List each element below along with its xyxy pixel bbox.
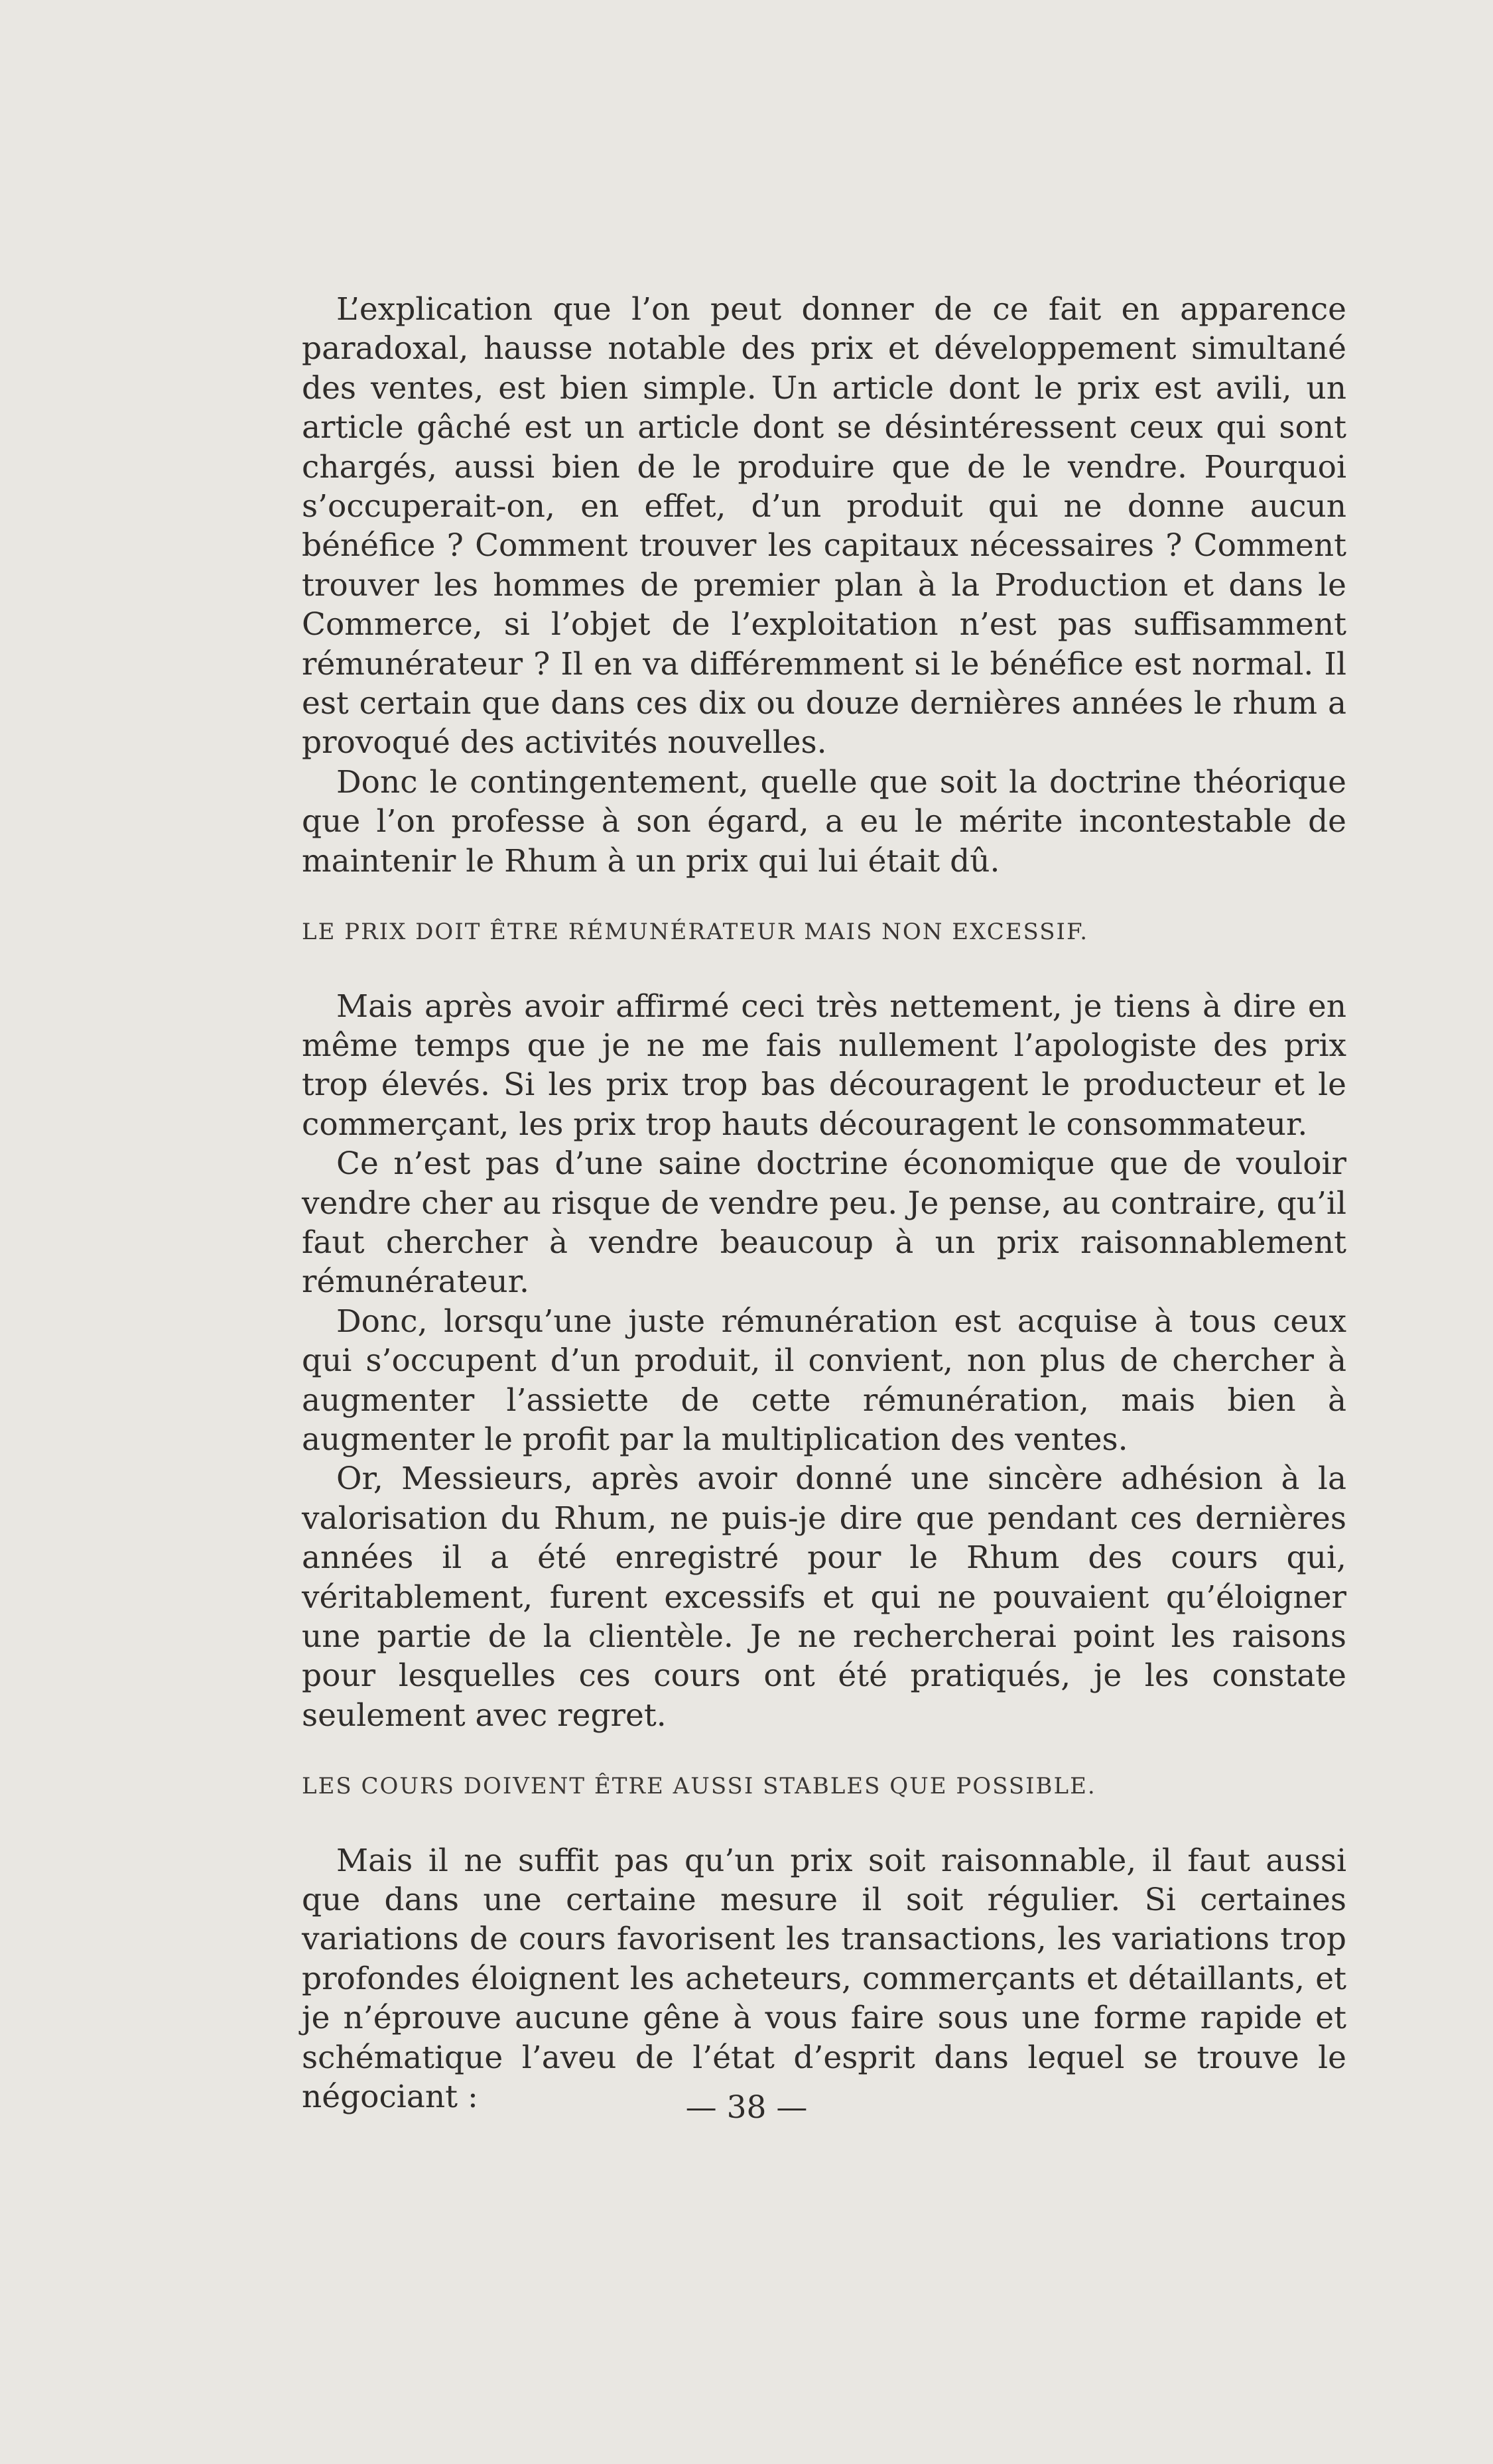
paragraph: Donc le contingentement, quelle que soit la doctrine théorique que l’on professe à son égard, a eu le mérite incontestable de maintenir le Rhum à un prix qui lui était dû. <box>302 763 1346 879</box>
section-heading: LE PRIX DOIT ÊTRE RÉMUNÉRATEUR MAIS NON EXCESSIF. <box>302 919 1089 946</box>
page-number: — 38 — <box>685 2089 808 2126</box>
paragraph: Ce n’est pas d’une saine doctrine économique que de vouloir vendre cher au risque de vendre peu. Je pense, au contraire, qu’il faut chercher à vendre beaucoup à un prix raisonnablement rémunérateur. <box>302 1145 1346 1301</box>
paragraph: L’explication que l’on peut donner de ce fait en apparence paradoxal, hausse notable des prix et développement simultané des ventes, est bien simple. Un article dont le prix est avili, un article gâché est un article dont se désintéressent ceux qui sont chargés, aussi bien de le produire que de le vendre. Pourquoi s’occuperait-on, en effet, d’un produit qui ne donne aucun bénéfice ? Comment trouver les capitaux nécessaires ? Comment trouver les hommes de premier plan à la Production et dans le Commerce, si l’objet de l’exploitation n’est pas suffisamment rémunérateur ? Il en va différemment si le bénéfice est normal. Il est certain que dans ces dix ou douze dernières années le rhum a provoqué des activités nouvelles. <box>302 291 1346 761</box>
paragraph: Or, Messieurs, après avoir donné une sincère adhésion à la valorisation du Rhum, ne puis-je dire que pendant ces dernières années il a été enregistré pour le Rhum des cours qui, véritablement, furent excessifs et qui ne pouvaient qu’éloigner une partie de la clientèle. Je ne rechercherai point les raisons pour lesquelles ces cours ont été pratiqués, je les constate seulement avec regret. <box>302 1460 1346 1734</box>
body-text <box>302 290 1346 2116</box>
paragraph: Mais il ne suffit pas qu’un prix soit raisonnable, il faut aussi que dans une certaine mesure il soit régulier. Si certaines variations de cours favorisent les transactions, les variations trop profondes éloignent les acheteurs, commerçants et détaillants, et je n’éprouve aucune gêne à vous faire sous une forme rapide et schématique l’aveu de l’état d’esprit dans lequel se trouve le négociant : <box>302 1842 1346 2116</box>
paragraph: Mais après avoir affirmé ceci très nettement, je tiens à dire en même temps que je ne me fais nullement l’apologiste des prix trop élevés. Si les prix trop bas découragent le producteur et le commerçant, les prix trop hauts découragent le consommateur. <box>302 988 1346 1143</box>
paragraph: Donc, lorsqu’une juste rémunération est acquise à tous ceux qui s’occupent d’un produit, il convient, non plus de chercher à augmenter l’assiette de cette rémunération, mais bien à augmenter le profit par la multiplication des ventes. <box>302 1303 1346 1458</box>
section-heading: LES COURS DOIVENT ÊTRE AUSSI STABLES QUE POSSIBLE. <box>302 1773 1096 1800</box>
